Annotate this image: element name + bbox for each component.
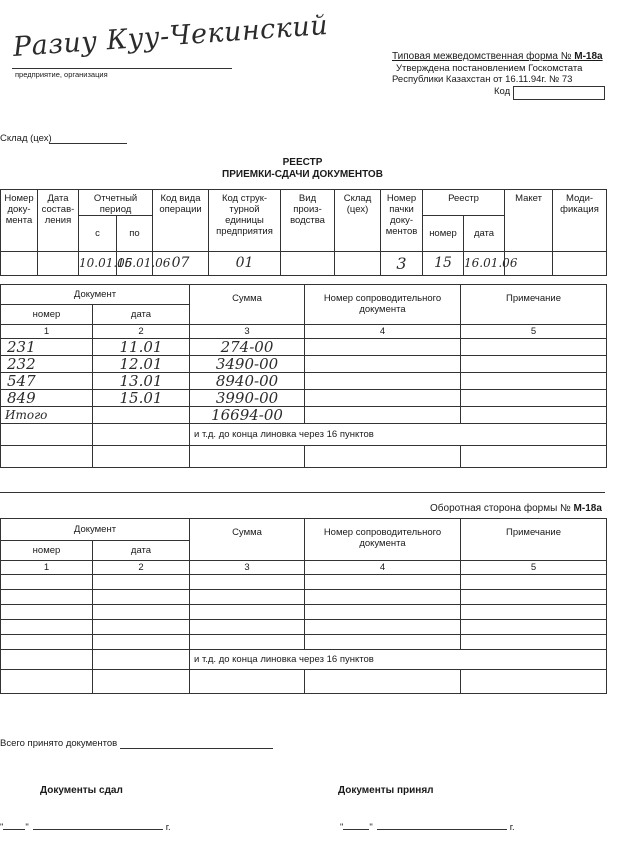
col-num-2: 2 xyxy=(93,561,190,575)
row-number: 849 xyxy=(1,390,93,407)
col-num-3: 3 xyxy=(190,325,305,339)
table-row xyxy=(1,390,607,407)
blank-cell xyxy=(93,424,190,446)
row-note xyxy=(461,407,607,424)
blank-cell xyxy=(93,446,190,468)
row-note xyxy=(461,373,607,390)
row-number: Итого xyxy=(1,407,93,424)
row-accomp xyxy=(305,390,461,407)
code-box xyxy=(513,86,605,100)
col-num-2: 2 xyxy=(93,325,190,339)
back-caption-prefix: Оборотная сторона формы № xyxy=(430,503,571,514)
table-row xyxy=(1,635,607,650)
table-row-total xyxy=(1,407,607,424)
table-row xyxy=(1,605,607,620)
organization-name: Разиу Куу-Чекинский xyxy=(12,9,330,63)
col-pack-number: Номер пачки доку-ментов xyxy=(381,190,423,252)
form-number: М-18а xyxy=(574,51,603,62)
front-documents-table xyxy=(0,284,607,468)
col-prod-type: Вид произ-водства xyxy=(281,190,335,252)
row-date: 13.01 xyxy=(93,373,190,390)
organization-underline xyxy=(12,68,232,69)
quote-close: " xyxy=(25,822,29,833)
col-registry: Реестр xyxy=(423,190,505,216)
blank-cell xyxy=(1,670,93,694)
col-layout: Макет xyxy=(505,190,553,252)
row-date: 11.01 xyxy=(93,339,190,356)
col-op-code: Код вида операции xyxy=(153,190,209,252)
registry-header-table xyxy=(0,189,607,276)
cell-registry-number: 15 xyxy=(423,252,464,276)
cell-pack-number: 3 xyxy=(381,252,423,276)
form-title-prefix: Типовая межведомственная форма № xyxy=(392,51,572,62)
h-accomp: Номер сопроводительного документа xyxy=(305,519,461,561)
table-row xyxy=(1,356,607,373)
col-num-4: 4 xyxy=(305,325,461,339)
quote-open: " xyxy=(340,822,344,833)
year-suffix: г. xyxy=(509,822,515,833)
blank-cell xyxy=(461,670,607,694)
h-sum: Сумма xyxy=(190,519,305,561)
received-date xyxy=(340,822,515,833)
separator-line xyxy=(0,492,605,493)
row-accomp xyxy=(305,356,461,373)
col-registry-date: дата xyxy=(464,216,505,252)
col-num-4: 4 xyxy=(305,561,461,575)
row-date: 15.01 xyxy=(93,390,190,407)
code-label: Код xyxy=(494,86,511,97)
approved-line-2: Республики Казахстан от 16.11.94г. № 73 xyxy=(392,74,573,85)
quote-close: " xyxy=(369,822,373,833)
h-number: номер xyxy=(1,541,93,561)
col-num-5: 5 xyxy=(461,561,607,575)
back-form-number: М-18а xyxy=(573,503,602,514)
blank-cell xyxy=(1,446,93,468)
back-documents-table xyxy=(0,518,607,694)
row-note xyxy=(461,339,607,356)
row-note xyxy=(461,390,607,407)
cell-period-from: 10.01.06 xyxy=(79,252,117,276)
warehouse-label: Склад (цех) xyxy=(0,133,52,144)
blank-cell xyxy=(305,670,461,694)
row-number: 232 xyxy=(1,356,93,373)
row-sum: 274-00 xyxy=(190,339,305,356)
blank-cell xyxy=(190,670,305,694)
received-label: Документы принял xyxy=(338,785,434,796)
h-accomp: Номер сопроводительного документа xyxy=(305,285,461,325)
col-num-1: 1 xyxy=(1,561,93,575)
blank-cell xyxy=(1,650,93,670)
blank-cell xyxy=(1,424,93,446)
col-registry-number: номер xyxy=(423,216,464,252)
table-row xyxy=(1,575,607,590)
row-number: 547 xyxy=(1,373,93,390)
quote-open: " xyxy=(0,822,4,833)
col-doc-number: Номер доку-мента xyxy=(1,190,38,252)
organization-caption: предприятие, организация xyxy=(15,70,108,79)
table-row xyxy=(1,620,607,635)
col-num-5: 5 xyxy=(461,325,607,339)
h-date: дата xyxy=(93,305,190,325)
row-accomp xyxy=(305,339,461,356)
h-sum: Сумма xyxy=(190,285,305,325)
table-row xyxy=(1,339,607,356)
cell-date-compiled xyxy=(38,252,79,276)
col-num-1: 1 xyxy=(1,325,93,339)
cell-warehouse xyxy=(335,252,381,276)
h-document: Документ xyxy=(1,285,190,305)
row-date xyxy=(93,407,190,424)
cell-struct-code: 01 xyxy=(209,252,281,276)
title-line-2: ПРИЕМКИ-СДАЧИ ДОКУМЕНТОВ xyxy=(222,169,383,180)
blank-cell xyxy=(93,650,190,670)
year-suffix: г. xyxy=(165,822,171,833)
col-struct-code: Код струк-турной единицы предприятия xyxy=(209,190,281,252)
row-accomp xyxy=(305,373,461,390)
h-number: номер xyxy=(1,305,93,325)
col-period-from: с xyxy=(79,216,117,252)
total-accepted-label: Всего принято документов xyxy=(0,738,118,749)
col-warehouse: Склад (цех) xyxy=(335,190,381,252)
h-note: Примечание xyxy=(461,285,607,325)
col-period: Отчетный период xyxy=(79,190,153,216)
row-sum: 8940-00 xyxy=(190,373,305,390)
table-row xyxy=(1,373,607,390)
col-period-to: по xyxy=(117,216,153,252)
blank-cell xyxy=(190,446,305,468)
cell-period-to: 15.01.06 xyxy=(117,252,153,276)
row-sum: 16694-00 xyxy=(190,407,305,424)
row-date: 12.01 xyxy=(93,356,190,373)
col-date-compiled: Дата состав-ления xyxy=(38,190,79,252)
handed-label: Документы сдал xyxy=(40,785,123,796)
cell-registry-date: 16.01.06 xyxy=(464,252,505,276)
row-accomp xyxy=(305,407,461,424)
cell-modification xyxy=(553,252,607,276)
blank-cell xyxy=(93,670,190,694)
h-date: дата xyxy=(93,541,190,561)
h-document: Документ xyxy=(1,519,190,541)
blank-cell xyxy=(461,446,607,468)
blank-cell xyxy=(305,446,461,468)
total-accepted-line xyxy=(120,748,273,749)
continuation-note: и т.д. до конца линовка через 16 пунктов xyxy=(190,424,607,446)
table-row xyxy=(1,590,607,605)
cell-prod-type xyxy=(281,252,335,276)
row-note xyxy=(461,356,607,373)
col-num-3: 3 xyxy=(190,561,305,575)
back-caption xyxy=(430,503,602,514)
cell-doc-number xyxy=(1,252,38,276)
continuation-note: и т.д. до конца линовка через 16 пунктов xyxy=(190,650,607,670)
warehouse-line xyxy=(49,143,127,144)
form-title xyxy=(392,51,603,62)
row-sum: 3490-00 xyxy=(190,356,305,373)
cell-op-code: 07 xyxy=(153,252,209,276)
h-note: Примечание xyxy=(461,519,607,561)
title-line-1: РЕЕСТР xyxy=(282,157,323,168)
handed-date xyxy=(0,822,171,833)
approved-line: Утверждена постановлением Госкомстата xyxy=(396,63,583,74)
row-sum: 3990-00 xyxy=(190,390,305,407)
col-modification: Моди-фикация xyxy=(553,190,607,252)
row-number: 231 xyxy=(1,339,93,356)
